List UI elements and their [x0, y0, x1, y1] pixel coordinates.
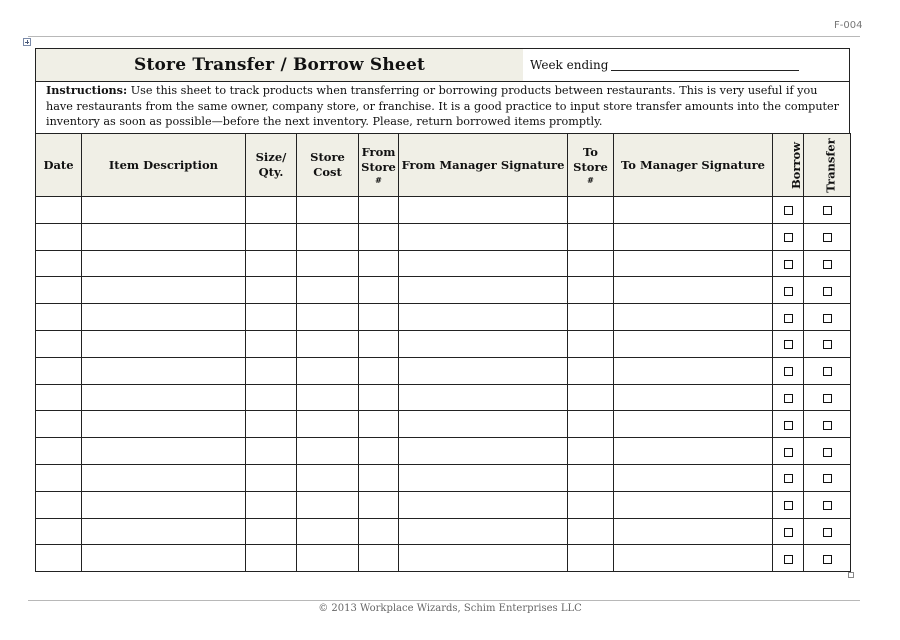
from-manager-signature-cell[interactable]: [399, 357, 568, 384]
from-store-cell[interactable]: [359, 330, 399, 357]
transfer-checkbox[interactable]: [823, 448, 832, 457]
transfer-checkbox[interactable]: [823, 528, 832, 537]
col-header-date: Date: [36, 134, 82, 197]
transfer-table: [35, 133, 851, 572]
transfer-cell: [804, 464, 851, 491]
transfer-checkbox[interactable]: [823, 394, 832, 403]
from-manager-signature-cell[interactable]: [399, 330, 568, 357]
date-cell[interactable]: [36, 357, 82, 384]
col-header-store-cost: Store Cost: [297, 134, 359, 197]
to-manager-signature-cell[interactable]: [614, 518, 773, 545]
size-qty-cell[interactable]: [246, 277, 297, 304]
transfer-checkbox[interactable]: [823, 287, 832, 296]
to-manager-signature-cell[interactable]: [614, 491, 773, 518]
size-qty-cell[interactable]: [246, 438, 297, 465]
table-body: [36, 197, 851, 572]
transfer-cell: [804, 250, 851, 277]
size-qty-cell[interactable]: [246, 197, 297, 224]
store-cost-cell[interactable]: [297, 411, 359, 438]
to-manager-signature-cell[interactable]: [614, 223, 773, 250]
col-header-transfer: Transfer: [804, 134, 851, 197]
from-store-cell[interactable]: [359, 357, 399, 384]
borrow-cell: [773, 197, 804, 224]
to-manager-signature-cell[interactable]: [614, 384, 773, 411]
item-description-cell[interactable]: [82, 197, 246, 224]
size-qty-cell[interactable]: [246, 250, 297, 277]
transfer-cell: [804, 357, 851, 384]
week-ending-label: Week ending: [530, 58, 609, 72]
to-manager-signature-cell[interactable]: [614, 411, 773, 438]
item-description-cell[interactable]: [82, 357, 246, 384]
col-header-borrow: Borrow: [773, 134, 804, 197]
borrow-checkbox[interactable]: [784, 474, 793, 483]
item-description-cell[interactable]: [82, 518, 246, 545]
store-cost-cell[interactable]: [297, 330, 359, 357]
title-cell: [36, 49, 524, 81]
instructions: [35, 81, 850, 133]
to-manager-signature-cell[interactable]: [614, 330, 773, 357]
transfer-checkbox[interactable]: [823, 314, 832, 323]
to-store-cell[interactable]: [568, 518, 614, 545]
borrow-cell: [773, 384, 804, 411]
col-header-size-qty: Size/ Qty.: [246, 134, 297, 197]
date-cell[interactable]: [36, 330, 82, 357]
col-header-to-store: To Store #: [568, 134, 614, 197]
borrow-checkbox[interactable]: [784, 528, 793, 537]
item-description-cell[interactable]: [82, 223, 246, 250]
transfer-checkbox[interactable]: [823, 206, 832, 215]
borrow-cell: [773, 250, 804, 277]
size-qty-cell[interactable]: [246, 384, 297, 411]
item-description-cell[interactable]: [82, 250, 246, 277]
table-header-row: [36, 134, 851, 197]
table-row: [36, 197, 851, 224]
store-cost-cell[interactable]: [297, 197, 359, 224]
from-manager-signature-cell[interactable]: [399, 384, 568, 411]
to-manager-signature-cell[interactable]: [614, 304, 773, 331]
borrow-checkbox[interactable]: [784, 260, 793, 269]
table-row: [36, 545, 851, 572]
bottom-divider: [28, 600, 860, 601]
table-row: [36, 411, 851, 438]
borrow-checkbox[interactable]: [784, 206, 793, 215]
borrow-cell: [773, 304, 804, 331]
borrow-cell: [773, 491, 804, 518]
borrow-checkbox[interactable]: [784, 287, 793, 296]
to-store-cell[interactable]: [568, 384, 614, 411]
from-store-cell[interactable]: [359, 464, 399, 491]
table-row: [36, 384, 851, 411]
date-cell[interactable]: [36, 304, 82, 331]
borrow-checkbox[interactable]: [784, 448, 793, 457]
store-cost-cell[interactable]: [297, 277, 359, 304]
store-cost-cell[interactable]: [297, 464, 359, 491]
date-cell[interactable]: [36, 250, 82, 277]
transfer-cell: [804, 438, 851, 465]
from-manager-signature-cell[interactable]: [399, 464, 568, 491]
instructions-text: Use this sheet to track products when transferring or borrowing products between restaurants. This is very useful if you have restaurants from the same owner, company store, or franchise. It is a good practice to input store transfer amounts into the computer inventory as soon as possible—before the next inventory. Please, return borrowed items promptly.: [46, 84, 840, 128]
transfer-checkbox[interactable]: [823, 340, 832, 349]
borrow-checkbox[interactable]: [784, 555, 793, 564]
from-manager-signature-cell[interactable]: [399, 518, 568, 545]
title-row: [35, 48, 850, 82]
to-manager-signature-cell[interactable]: [614, 197, 773, 224]
store-cost-cell[interactable]: [297, 250, 359, 277]
to-store-cell[interactable]: [568, 411, 614, 438]
item-description-cell[interactable]: [82, 277, 246, 304]
transfer-cell: [804, 223, 851, 250]
date-cell[interactable]: [36, 223, 82, 250]
table-row: [36, 464, 851, 491]
date-cell[interactable]: [36, 464, 82, 491]
to-store-cell[interactable]: [568, 464, 614, 491]
transfer-checkbox[interactable]: [823, 367, 832, 376]
date-cell[interactable]: [36, 518, 82, 545]
transfer-checkbox[interactable]: [823, 555, 832, 564]
from-manager-signature-cell[interactable]: [399, 491, 568, 518]
transfer-checkbox[interactable]: [823, 501, 832, 510]
from-store-cell[interactable]: [359, 411, 399, 438]
to-store-cell[interactable]: [568, 250, 614, 277]
from-manager-signature-cell[interactable]: [399, 197, 568, 224]
table-row: [36, 330, 851, 357]
to-store-cell[interactable]: [568, 357, 614, 384]
to-store-cell[interactable]: [568, 545, 614, 572]
size-qty-cell[interactable]: [246, 357, 297, 384]
from-store-cell[interactable]: [359, 491, 399, 518]
transfer-cell: [804, 330, 851, 357]
from-store-cell[interactable]: [359, 518, 399, 545]
col-header-to-manager-signature: To Manager Signature: [614, 134, 773, 197]
week-ending-cell[interactable]: [523, 49, 849, 81]
table-row: [36, 438, 851, 465]
store-cost-cell[interactable]: [297, 518, 359, 545]
size-qty-cell[interactable]: [246, 411, 297, 438]
item-description-cell[interactable]: [82, 438, 246, 465]
borrow-cell: [773, 438, 804, 465]
table-resize-handle[interactable]: [848, 572, 854, 578]
week-ending-field[interactable]: [611, 60, 799, 71]
table-row: [36, 250, 851, 277]
item-description-cell[interactable]: [82, 411, 246, 438]
item-description-cell[interactable]: [82, 330, 246, 357]
store-cost-cell[interactable]: [297, 384, 359, 411]
transfer-checkbox[interactable]: [823, 474, 832, 483]
form-code: F-004: [834, 20, 863, 31]
from-store-cell[interactable]: [359, 197, 399, 224]
to-store-cell[interactable]: [568, 491, 614, 518]
col-header-item-description: Item Description: [82, 134, 246, 197]
from-store-cell[interactable]: [359, 250, 399, 277]
size-qty-cell[interactable]: [246, 518, 297, 545]
item-description-cell[interactable]: [82, 384, 246, 411]
date-cell[interactable]: [36, 197, 82, 224]
to-manager-signature-cell[interactable]: [614, 438, 773, 465]
from-store-cell[interactable]: [359, 223, 399, 250]
borrow-checkbox[interactable]: [784, 367, 793, 376]
table-move-handle-icon[interactable]: [23, 38, 31, 46]
transfer-cell: [804, 384, 851, 411]
transfer-cell: [804, 518, 851, 545]
item-description-cell[interactable]: [82, 545, 246, 572]
footer-copyright: © 2013 Workplace Wizards, Schim Enterprises LLC: [318, 603, 582, 614]
table-row: [36, 518, 851, 545]
date-cell[interactable]: [36, 411, 82, 438]
size-qty-cell[interactable]: [246, 330, 297, 357]
size-qty-cell[interactable]: [246, 545, 297, 572]
store-cost-cell[interactable]: [297, 545, 359, 572]
transfer-checkbox[interactable]: [823, 421, 832, 430]
top-divider: [28, 36, 860, 37]
size-qty-cell[interactable]: [246, 464, 297, 491]
borrow-cell: [773, 357, 804, 384]
sheet-title: Store Transfer / Borrow Sheet: [133, 55, 426, 75]
from-manager-signature-cell[interactable]: [399, 250, 568, 277]
to-store-cell[interactable]: [568, 223, 614, 250]
to-store-cell[interactable]: [568, 197, 614, 224]
borrow-checkbox[interactable]: [784, 394, 793, 403]
item-description-cell[interactable]: [82, 304, 246, 331]
borrow-cell: [773, 411, 804, 438]
from-store-cell[interactable]: [359, 384, 399, 411]
from-store-cell[interactable]: [359, 438, 399, 465]
col-header-from-store: From Store #: [359, 134, 399, 197]
borrow-checkbox[interactable]: [784, 340, 793, 349]
item-description-cell[interactable]: [82, 491, 246, 518]
from-store-cell[interactable]: [359, 304, 399, 331]
to-manager-signature-cell[interactable]: [614, 277, 773, 304]
transfer-cell: [804, 411, 851, 438]
from-store-cell[interactable]: [359, 545, 399, 572]
date-cell[interactable]: [36, 277, 82, 304]
item-description-cell[interactable]: [82, 464, 246, 491]
store-cost-cell[interactable]: [297, 223, 359, 250]
borrow-cell: [773, 223, 804, 250]
borrow-checkbox[interactable]: [784, 233, 793, 242]
date-cell[interactable]: [36, 438, 82, 465]
size-qty-cell[interactable]: [246, 304, 297, 331]
to-store-cell[interactable]: [568, 277, 614, 304]
from-manager-signature-cell[interactable]: [399, 545, 568, 572]
to-manager-signature-cell[interactable]: [614, 464, 773, 491]
table-row: [36, 223, 851, 250]
borrow-checkbox[interactable]: [784, 501, 793, 510]
transfer-cell: [804, 277, 851, 304]
transfer-cell: [804, 491, 851, 518]
borrow-checkbox[interactable]: [784, 314, 793, 323]
store-cost-cell[interactable]: [297, 491, 359, 518]
transfer-cell: [804, 197, 851, 224]
borrow-cell: [773, 518, 804, 545]
transfer-cell: [804, 304, 851, 331]
to-manager-signature-cell[interactable]: [614, 357, 773, 384]
borrow-cell: [773, 545, 804, 572]
borrow-cell: [773, 330, 804, 357]
instructions-label: Instructions:: [46, 83, 128, 97]
from-manager-signature-cell[interactable]: [399, 223, 568, 250]
transfer-checkbox[interactable]: [823, 260, 832, 269]
table-row: [36, 304, 851, 331]
store-cost-cell[interactable]: [297, 304, 359, 331]
store-cost-cell[interactable]: [297, 438, 359, 465]
transfer-cell: [804, 545, 851, 572]
date-cell[interactable]: [36, 384, 82, 411]
transfer-checkbox[interactable]: [823, 233, 832, 242]
table-row: [36, 491, 851, 518]
to-manager-signature-cell[interactable]: [614, 545, 773, 572]
table-row: [36, 277, 851, 304]
to-store-cell[interactable]: [568, 438, 614, 465]
borrow-cell: [773, 464, 804, 491]
size-qty-cell[interactable]: [246, 491, 297, 518]
to-store-cell[interactable]: [568, 304, 614, 331]
from-manager-signature-cell[interactable]: [399, 411, 568, 438]
date-cell[interactable]: [36, 545, 82, 572]
from-manager-signature-cell[interactable]: [399, 277, 568, 304]
from-store-cell[interactable]: [359, 277, 399, 304]
borrow-cell: [773, 277, 804, 304]
table-row: [36, 357, 851, 384]
date-cell[interactable]: [36, 491, 82, 518]
from-manager-signature-cell[interactable]: [399, 304, 568, 331]
store-cost-cell[interactable]: [297, 357, 359, 384]
to-manager-signature-cell[interactable]: [614, 250, 773, 277]
from-manager-signature-cell[interactable]: [399, 438, 568, 465]
to-store-cell[interactable]: [568, 330, 614, 357]
transfer-borrow-sheet: [35, 48, 850, 573]
size-qty-cell[interactable]: [246, 223, 297, 250]
col-header-from-manager-signature: From Manager Signature: [399, 134, 568, 197]
borrow-checkbox[interactable]: [784, 421, 793, 430]
